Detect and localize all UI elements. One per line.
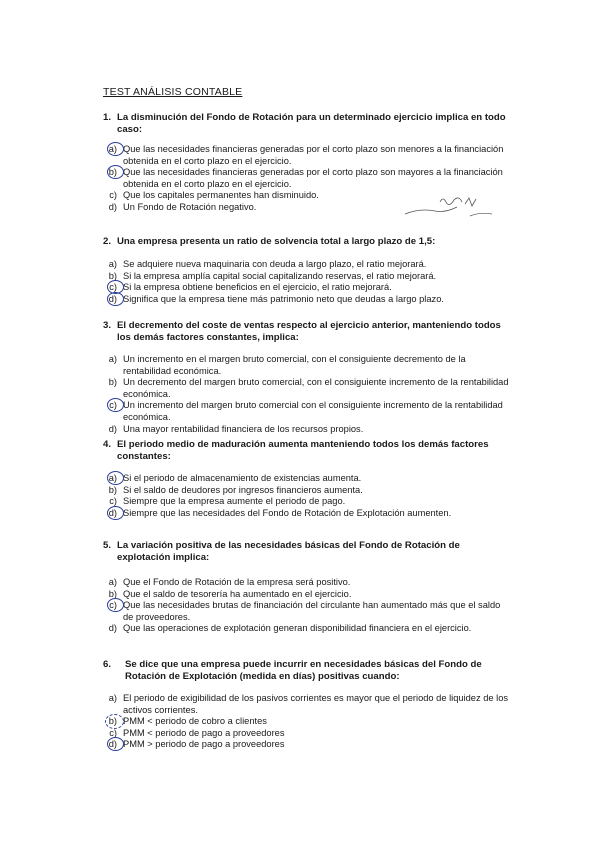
option-d[interactable]: d) Un Fondo de Rotación negativo. (108, 201, 257, 212)
option-d[interactable]: d) PMM > periodo de pago a proveedores (108, 739, 285, 750)
option-c[interactable]: c) Un incremento del margen bruto comercial con el consiguiente incremento de la rentabilidad económica. (101, 400, 513, 423)
option-c[interactable]: c) Si la empresa obtiene beneficios en el ejercicio, el ratio mejorará. (101, 282, 513, 294)
question-5 (103, 540, 513, 635)
option-b[interactable]: b) Un decremento del margen bruto comercial, con el consiguiente incremento de la rentabilidad económica. (108, 377, 509, 399)
option-b[interactable]: b) Si la empresa amplía capital social capitalizando reservas, el ratio mejorará. (108, 270, 437, 281)
answer-mark-circle (107, 292, 124, 306)
question-number: 3. (103, 320, 112, 331)
option-c[interactable]: c) Siempre que la empresa aumente el periodo de pago. (109, 496, 346, 507)
question-text: La disminución del Fondo de Rotación para un determinado ejercicio implica en todo caso: (117, 112, 506, 135)
answer-mark-circle (107, 471, 124, 485)
question-number: 5. (103, 540, 112, 551)
question-number: 4. (103, 439, 112, 450)
option-a[interactable]: a) Que el Fondo de Rotación de la empresa será positivo. (108, 577, 351, 587)
question-text: El periodo medio de maduración aumenta manteniendo todos los demás factores constantes: (117, 439, 489, 462)
question-6 (103, 659, 513, 751)
page-title: TEST ANÁLISIS CONTABLE (103, 86, 243, 98)
question-text: Se dice que una empresa puede incurrir en necesidades básicas del Fondo de Rotación de Explotación (medida en días) positivas cuando: (125, 659, 482, 682)
option-a[interactable]: a) Se adquiere nueva maquinaria con deuda a largo plazo, el ratio mejorará. (108, 259, 427, 269)
option-b[interactable]: b) PMM < periodo de cobro a clientes (101, 716, 513, 728)
question-4 (103, 439, 513, 519)
option-a[interactable]: a) El periodo de exigibilidad de los pasivos corrientes es mayor que el periodo de liquidez de los activos corrientes. (108, 693, 509, 715)
option-a[interactable]: a) Un incremento en el margen bruto comercial, con el consiguiente decremento de la rentabilidad económica. (108, 354, 466, 376)
option-c[interactable]: c) PMM < periodo de pago a proveedores (109, 727, 285, 738)
option-d[interactable]: d) Que las operaciones de explotación generan disponibilidad financiera en el ejercicio. (108, 623, 472, 634)
question-number: 1. (103, 112, 112, 123)
question-2 (103, 236, 513, 305)
option-d[interactable]: d) Una mayor rentabilidad financiera de los recursos propios. (108, 423, 364, 434)
question-3 (103, 320, 513, 435)
question-text: Una empresa presenta un ratio de solvencia total a largo plazo de 1,5: (117, 236, 436, 247)
option-c[interactable]: c) Que los capitales permanentes han disminuido. (109, 190, 319, 201)
option-b[interactable]: b) Que las necesidades financieras generadas por el corto plazo son mayores a la financiación obtenida en el corto plazo en el ejercicio. (108, 167, 503, 189)
question-text: El decremento del coste de ventas respecto al ejercicio anterior, manteniendo todos los demás factores constantes, implica: (117, 320, 501, 343)
option-c[interactable]: c) Que las necesidades brutas de financiación del circulante han aumentado más que el saldo de proveedores. (101, 600, 513, 623)
option-b[interactable]: b) Si el saldo de deudores por ingresos financieros aumenta. (108, 484, 363, 495)
option-d[interactable]: d) Significa que la empresa tiene más patrimonio neto que deudas a largo plazo. (108, 293, 444, 304)
answer-mark-circle (107, 142, 124, 156)
option-a[interactable]: a) Si el periodo de almacenamiento de existencias aumenta. (108, 473, 362, 483)
option-b[interactable]: b) Que el saldo de tesorería ha aumentado en el ejercicio. (108, 588, 352, 599)
question-number: 2. (103, 236, 112, 247)
option-d[interactable]: d) Siempre que las necesidades del Fondo de Rotación de Explotación aumenten. (108, 507, 452, 518)
question-text: La variación positiva de las necesidades básicas del Fondo de Rotación de explotación implica: (117, 540, 460, 563)
handwritten-scribble (400, 192, 500, 222)
option-a[interactable]: a) Que las necesidades financieras generadas por el corto plazo son menores a la financiación obtenida en el corto plazo en el ejercicio. (108, 144, 504, 166)
answer-mark-circle (107, 506, 124, 520)
question-number: 6. (103, 659, 112, 670)
